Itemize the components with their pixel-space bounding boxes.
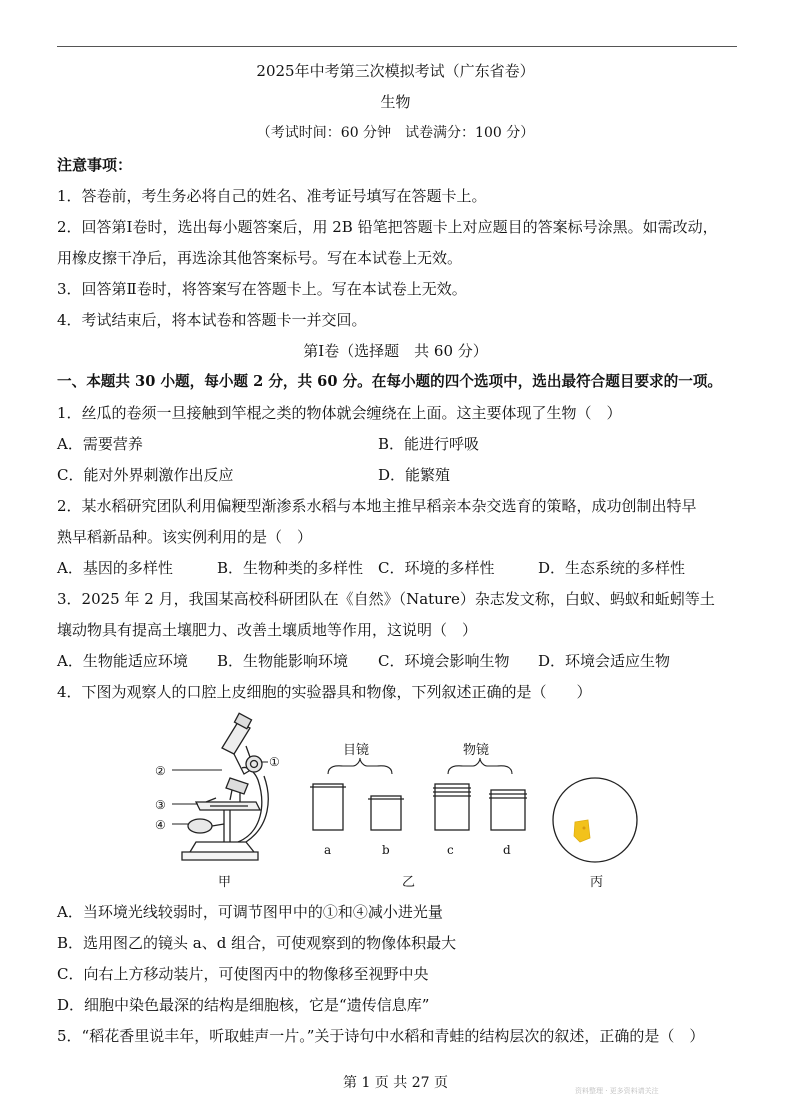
- q3-option-d: D．环境会适应生物: [538, 652, 671, 670]
- q4-option-a: A．当环境光线较弱时，可调节图甲中的①和④减小进光量: [57, 903, 443, 921]
- note-item: 2．回答第Ⅰ卷时，选出每小题答案后，用 2B 铅笔把答题卡上对应题目的答案标号涂黑。如需改动，: [57, 218, 718, 236]
- note-item: 用橡皮擦干净后，再选涂其他答案标号。写在本试卷上无效。: [57, 249, 463, 267]
- q1-option-a: A．需要营养: [57, 435, 143, 453]
- label-num-4: ④: [155, 818, 166, 832]
- question-3-stem: 3．2025 年 2 月，我国某高校科研团队在《自然》（Nature）杂志发文称，白蚁、蚂蚁和蚯蚓等土: [57, 590, 715, 608]
- lens-a-label: a: [324, 843, 332, 857]
- page-number: 第 1 页 共 27 页: [343, 1075, 448, 1091]
- eyepiece-lenses: [310, 784, 404, 830]
- subject-title: 生物: [380, 93, 411, 111]
- q3-option-c: C．环境会影响生物: [378, 652, 510, 670]
- question-5-stem: 5．“稻花香里说丰年，听取蛙声一片。”关于诗句中水稻和青蛙的结构层次的叙述，正确的是（ ）: [57, 1027, 705, 1045]
- note-item: 4．考试结束后，将本试卷和答题卡一并交回。: [57, 311, 367, 329]
- question-1-stem: 1．丝瓜的卷须一旦接触到竿棍之类的物体就会缠绕在上面。这主要体现了生物（ ）: [57, 404, 622, 422]
- microscope-figure: [150, 714, 650, 894]
- q1-option-b: B．能进行呼吸: [378, 435, 480, 453]
- question-3-stem-cont: 壤动物具有提高土壤肥力、改善土壤质地等作用，这说明（ ）: [57, 621, 478, 639]
- q4-option-c: C．向右上方移动装片，可使图丙中的物像移至视野中央: [57, 965, 429, 983]
- section-instruction: 一、本题共 30 小题，每小题 2 分，共 60 分。在每小题的四个选项中，选出最符合题目要求的一项。: [57, 373, 723, 390]
- top-rule: [57, 46, 737, 47]
- q3-option-a: A．生物能适应环境: [57, 652, 188, 670]
- caption-yi: 乙: [402, 875, 416, 890]
- eyepiece-label: 目镜: [343, 743, 370, 758]
- q2-option-a: A．基因的多样性: [57, 559, 173, 577]
- question-2-stem-cont: 熟早稻新品种。该实例利用的是（ ）: [57, 528, 313, 546]
- objective-lenses: [433, 784, 527, 830]
- q2-option-b: B．生物种类的多样性: [217, 559, 364, 577]
- q4-option-b: B．选用图乙的镜头 a、d 组合，可使观察到的物像体积最大: [57, 934, 457, 952]
- field-of-view: [553, 778, 637, 862]
- lens-c-label: c: [447, 843, 454, 857]
- section-title: 第Ⅰ卷（选择题 共 60 分）: [303, 342, 488, 360]
- figure-svg: [150, 714, 650, 894]
- question-2-stem: 2．某水稻研究团队利用偏粳型渐渗系水稻与本地主推早稻亲本杂交选育的策略，成功创制出特早: [57, 497, 697, 515]
- objective-label: 物镜: [463, 743, 490, 758]
- label-num-1: ①: [269, 755, 280, 769]
- objective-brace: [448, 758, 512, 774]
- lens-b-label: b: [382, 843, 390, 857]
- exam-title: 2025年中考第三次模拟考试（广东省卷）: [256, 62, 535, 80]
- notes-heading: 注意事项：: [57, 156, 133, 174]
- cell-nucleus: [583, 827, 586, 830]
- question-4-stem: 4．下图为观察人的口腔上皮细胞的实验器具和物像，下列叙述正确的是（ ）: [57, 683, 592, 701]
- q2-option-d: D．生态系统的多样性: [538, 559, 686, 577]
- q3-option-b: B．生物能影响环境: [217, 652, 349, 670]
- note-item: 1．答卷前，考生务必将自己的姓名、准考证号填写在答题卡上。: [57, 187, 487, 205]
- label-num-3: ③: [155, 798, 166, 812]
- microscope-drawing: [182, 713, 268, 860]
- footer-watermark: 资料整理 · 更多资料请关注: [575, 1087, 659, 1095]
- q1-option-d: D．能繁殖: [378, 466, 451, 484]
- caption-jia: 甲: [218, 875, 232, 890]
- note-item: 3．回答第Ⅱ卷时，将答案写在答题卡上。写在本试卷上无效。: [57, 280, 467, 298]
- caption-bing: 丙: [590, 875, 604, 890]
- exam-info: （考试时间：60 分钟 试卷满分：100 分）: [256, 125, 535, 141]
- cell-image: [574, 820, 590, 842]
- lens-d-label: d: [503, 843, 511, 857]
- eyepiece-brace: [328, 758, 392, 774]
- label-num-2: ②: [155, 764, 166, 778]
- q2-option-c: C．环境的多样性: [378, 559, 495, 577]
- q1-option-c: C．能对外界刺激作出反应: [57, 466, 234, 484]
- q4-option-d: D．细胞中染色最深的结构是细胞核，它是“遗传信息库”: [57, 996, 430, 1014]
